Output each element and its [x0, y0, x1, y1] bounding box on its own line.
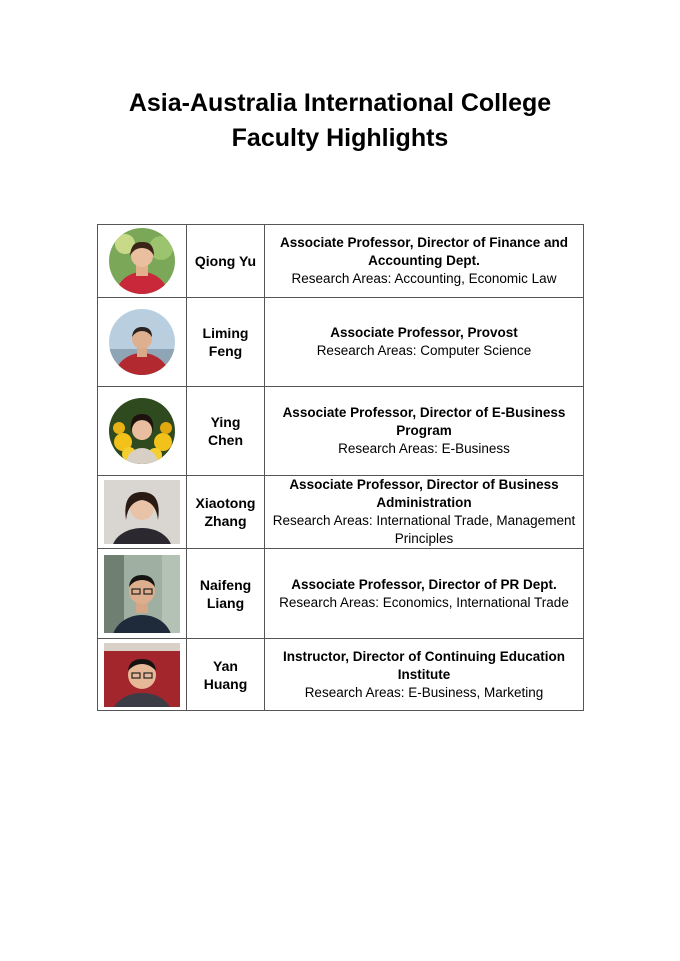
faculty-name-last: Feng [208, 343, 243, 359]
faculty-position: Associate Professor, Director of Finance and Accounting Dept. [279, 235, 569, 268]
photo-cell [98, 298, 187, 387]
faculty-name-last: Liang [206, 594, 245, 611]
faculty-research: Research Areas: Accounting, Economic Law [291, 271, 557, 286]
faculty-name-first: Qiong Yu [194, 253, 257, 269]
faculty-position: Associate Professor, Director of PR Dept. [291, 576, 557, 592]
faculty-name-first: Yan [213, 657, 238, 674]
faculty-position: Associate Professor, Director of E-Business Program [282, 405, 566, 438]
faculty-research: Research Areas: E-Business, Marketing [304, 684, 544, 700]
name-cell [187, 225, 265, 298]
table-row [98, 549, 584, 639]
title-line-1: Asia-Australia International College [128, 89, 552, 117]
info-cell [265, 639, 584, 711]
name-cell [187, 476, 265, 549]
table-row [98, 387, 584, 476]
photo-cell [98, 639, 187, 711]
info-cell [265, 298, 584, 387]
faculty-position: Instructor, Director of Continuing Education Institute [283, 648, 565, 682]
faculty-name-first: Ying [210, 414, 241, 430]
photo-cell [98, 225, 187, 298]
woman-portrait-icon [109, 228, 175, 294]
man-with-glasses-portrait-icon [104, 555, 180, 633]
faculty-position: Associate Professor, Provost [330, 325, 518, 340]
faculty-name-first: Naifeng [199, 576, 252, 593]
table-row [98, 225, 584, 298]
info-cell [265, 225, 584, 298]
faculty-name-first: Xiaotong [195, 495, 256, 511]
faculty-name-last: Zhang [204, 513, 247, 529]
table-row [98, 476, 584, 549]
faculty-name-last: Huang [203, 675, 248, 692]
name-cell [187, 639, 265, 711]
faculty-research: Research Areas: E-Business [338, 441, 510, 456]
info-cell [265, 387, 584, 476]
woman-portrait-icon [104, 480, 180, 544]
title-line-2: Faculty Highlights [231, 124, 449, 152]
faculty-position: Associate Professor, Director of Business Administration [289, 477, 559, 510]
faculty-research: Research Areas: Computer Science [316, 343, 532, 358]
faculty-name-last: Chen [208, 432, 243, 448]
table-row [98, 298, 584, 387]
info-cell [265, 549, 584, 639]
faculty-name-first: Liming [202, 325, 249, 341]
man-portrait-icon [109, 309, 175, 375]
faculty-research: Research Areas: Economics, International Trade [279, 594, 569, 610]
name-cell [187, 549, 265, 639]
photo-cell [98, 476, 187, 549]
woman-with-flowers-portrait-icon [109, 398, 175, 464]
info-cell [265, 476, 584, 549]
faculty-table [97, 224, 584, 711]
faculty-research: Research Areas: International Trade, Management Principles [272, 513, 576, 546]
page-title [0, 86, 680, 156]
name-cell [187, 387, 265, 476]
photo-cell [98, 387, 187, 476]
name-cell [187, 298, 265, 387]
photo-cell [98, 549, 187, 639]
man-with-glasses-portrait-icon [104, 643, 180, 707]
table-row [98, 639, 584, 711]
